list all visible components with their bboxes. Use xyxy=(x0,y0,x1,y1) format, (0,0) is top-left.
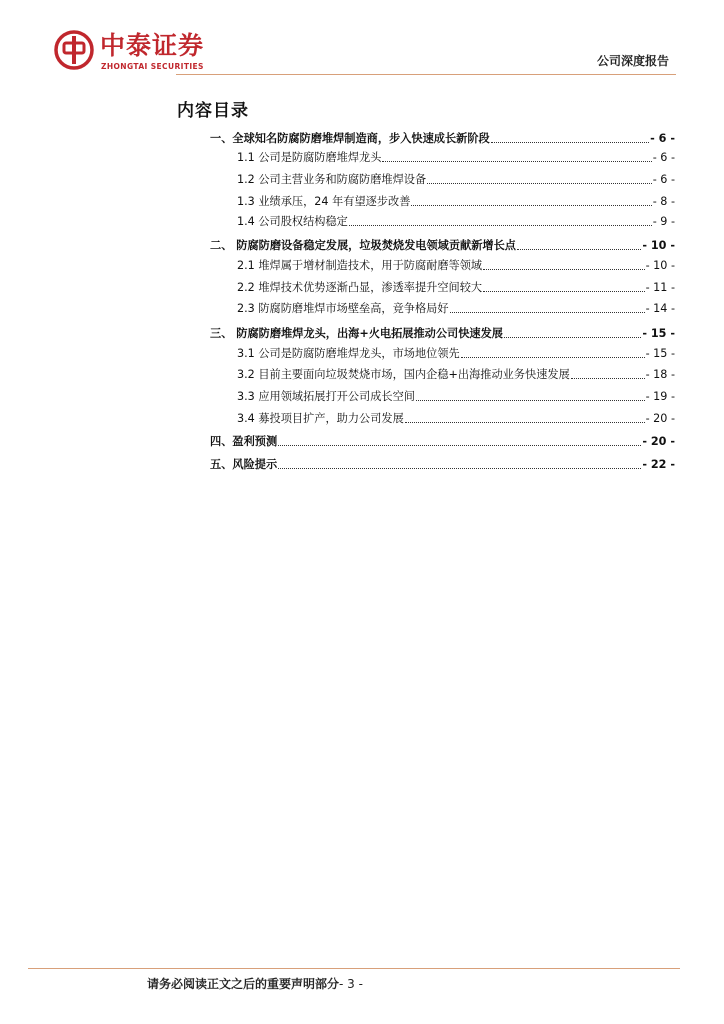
toc-entry-page: - 15 - xyxy=(642,327,675,340)
toc-entry-page: - 22 - xyxy=(642,458,675,471)
toc-entry-page: - 20 - xyxy=(645,412,675,425)
toc-section-entry[interactable] xyxy=(210,275,675,295)
toc-entry-title: 五、风险提示 xyxy=(210,458,278,471)
footer-disclaimer: 请务必阅读正文之后的重要声明部分 xyxy=(147,977,340,991)
toc-section-entry[interactable] xyxy=(210,406,675,426)
toc-entry-page: - 18 - xyxy=(645,368,675,381)
zhongtai-logo-icon xyxy=(54,30,94,70)
toc-entry-title: 3.3 应用领域拓展打开公司成长空间 xyxy=(237,390,415,403)
toc-entry-title: 一、全球知名防腐防磨堆焊制造商，步入快速成长新阶段 xyxy=(210,132,490,145)
toc-section-entry[interactable] xyxy=(210,253,675,273)
toc-dot-leader xyxy=(450,312,645,313)
toc-section-entry[interactable] xyxy=(210,362,675,382)
toc-entry-title: 2.3 防腐防磨堆焊市场壁垒高，竞争格局好 xyxy=(237,302,449,315)
toc-section-entry[interactable] xyxy=(210,341,675,361)
toc-section-entry[interactable] xyxy=(210,296,675,316)
toc-chapter-entry[interactable] xyxy=(210,429,675,449)
toc-entry-title: 1.3 业绩承压，24 年有望逐步改善 xyxy=(237,195,411,208)
toc-section-entry[interactable] xyxy=(210,209,675,229)
toc-title: 内容目录 xyxy=(177,101,249,121)
toc-dot-leader xyxy=(416,400,645,401)
toc-entry-page: - 20 - xyxy=(642,435,675,448)
toc-entry-page: - 14 - xyxy=(645,302,675,315)
toc-entry-title: 二、 防腐防磨设备稳定发展，垃圾焚烧发电领域贡献新增长点 xyxy=(210,239,516,252)
page-footer xyxy=(147,975,363,992)
toc-entry-title: 四、盈利预测 xyxy=(210,435,278,448)
toc-entry-page: - 10 - xyxy=(645,259,675,272)
toc-dot-leader xyxy=(517,249,641,250)
toc-dot-leader xyxy=(278,468,641,469)
toc-dot-leader xyxy=(483,269,644,270)
toc-entry-title: 3.4 募投项目扩产，助力公司发展 xyxy=(237,412,404,425)
toc-dot-leader xyxy=(461,357,645,358)
toc-section-entry[interactable] xyxy=(210,189,675,209)
toc-dot-leader xyxy=(504,337,641,338)
logo-english-name: ZHONGTAI SECURITIES xyxy=(101,62,204,71)
toc-section-entry[interactable] xyxy=(210,384,675,404)
toc-entry-page: - 15 - xyxy=(645,347,675,360)
document-type-label: 公司深度报告 xyxy=(596,54,669,68)
toc-entry-title: 三、 防腐防磨堆焊龙头，出海+火电拓展推动公司快速发展 xyxy=(210,327,503,340)
footer-page-number: - 3 - xyxy=(339,977,363,991)
toc-chapter-entry[interactable] xyxy=(210,452,675,472)
toc-entry-page: - 6 - xyxy=(652,173,675,186)
toc-dot-leader xyxy=(405,422,645,423)
toc-entry-title: 3.1 公司是防腐防磨堆焊龙头，市场地位领先 xyxy=(237,347,460,360)
toc-section-entry[interactable] xyxy=(210,145,675,165)
toc-dot-leader xyxy=(427,183,652,184)
company-logo xyxy=(54,30,224,74)
toc-dot-leader xyxy=(411,205,651,206)
toc-chapter-entry[interactable] xyxy=(210,233,675,253)
toc-entry-title: 2.1 堆焊属于增材制造技术，用于防腐耐磨等领域 xyxy=(237,259,483,272)
toc-entry-title: 1.2 公司主营业务和防腐防磨堆焊设备 xyxy=(237,173,427,186)
toc-entry-page: - 6 - xyxy=(650,132,675,145)
toc-dot-leader xyxy=(491,142,649,143)
toc-entry-page: - 19 - xyxy=(645,390,675,403)
logo-chinese-name: 中泰证券 xyxy=(100,31,205,60)
toc-entry-page: - 10 - xyxy=(642,239,675,252)
toc-dot-leader xyxy=(571,378,645,379)
footer-divider xyxy=(28,968,680,969)
toc-entry-page: - 9 - xyxy=(652,215,675,228)
toc-dot-leader xyxy=(349,225,652,226)
toc-dot-leader xyxy=(278,445,641,446)
toc-entry-title: 1.1 公司是防腐防磨堆焊龙头 xyxy=(237,151,382,164)
header-divider xyxy=(176,74,676,75)
toc-entry-title: 3.2 目前主要面向垃圾焚烧市场，国内企稳+出海推动业务快速发展 xyxy=(237,368,570,381)
toc-entry-title: 2.2 堆焊技术优势逐渐凸显，渗透率提升空间较大 xyxy=(237,281,483,294)
toc-dot-leader xyxy=(483,291,644,292)
toc-entry-page: - 8 - xyxy=(652,195,675,208)
toc-dot-leader xyxy=(382,161,651,162)
toc-chapter-entry[interactable] xyxy=(210,126,675,146)
toc-chapter-entry[interactable] xyxy=(210,321,675,341)
toc-entry-page: - 11 - xyxy=(645,281,675,294)
toc-entry-title: 1.4 公司股权结构稳定 xyxy=(237,215,348,228)
toc-entry-page: - 6 - xyxy=(652,151,675,164)
toc-section-entry[interactable] xyxy=(210,167,675,187)
